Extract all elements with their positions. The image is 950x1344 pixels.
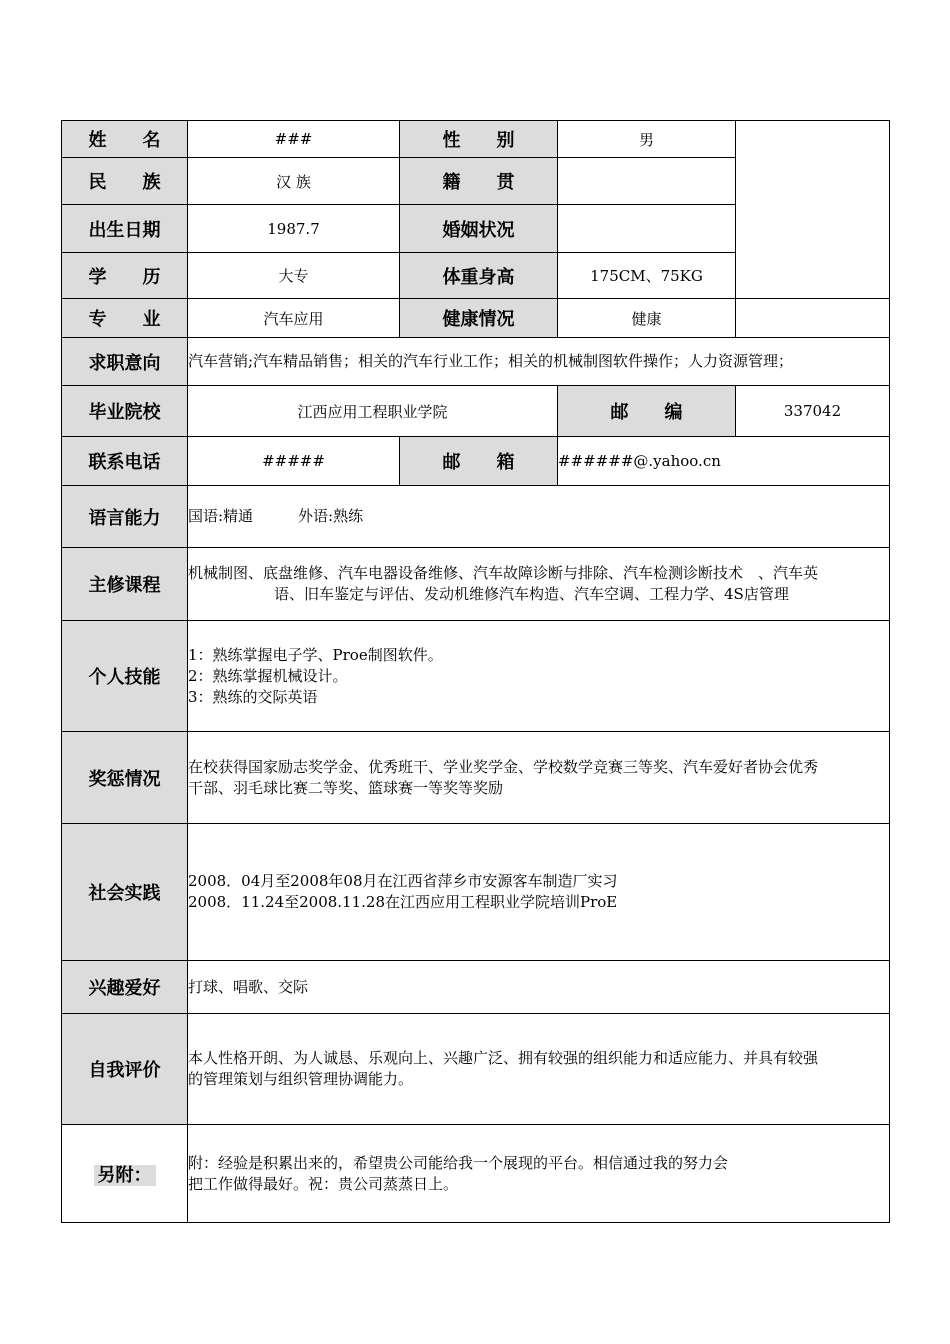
school-value: 江西应用工程职业学院 <box>188 386 558 437</box>
courses-line-2: 语、旧车鉴定与评估、发动机维修汽车构造、汽车空调、工程力学、4S店管理 <box>274 585 789 603</box>
health-value: 健康 <box>558 299 736 338</box>
hobbies-label: 兴趣爱好 <box>62 961 188 1014</box>
note-label: 另附： <box>94 1165 156 1186</box>
hobbies-text: 打球、唱歌、交际 <box>188 961 890 1014</box>
note-line-1: 附：经验是积累出来的，希望贵公司能给我一个展现的平台。相信通过我的努力会 <box>188 1153 729 1172</box>
practice-line-2: 2008．11.24至2008.11.28在江西应用工程职业学院培训ProE <box>188 893 618 911</box>
objective-label: 求职意向 <box>62 338 188 386</box>
birth-value: 1987.7 <box>188 205 400 253</box>
awards-line-1: 在校获得国家励志奖学金、优秀班干、学业奖学金、学校数学竞赛三等奖、汽车爱好者协会优秀 <box>188 757 819 776</box>
name-label: 姓 名 <box>62 121 188 158</box>
gender-label: 性 别 <box>400 121 558 158</box>
self-eval-text <box>188 1014 890 1125</box>
note-line-2: 把工作做得最好。祝：贵公司蒸蒸日上。 <box>188 1174 459 1193</box>
courses-text <box>188 548 890 621</box>
photo-area-bottom <box>736 299 890 338</box>
skill-item: 1：熟练掌握电子学、Proe制图软件。 <box>188 645 443 664</box>
email-value: ######@.yahoo.cn <box>558 437 890 486</box>
origin-label: 籍 贯 <box>400 158 558 205</box>
school-label: 毕业院校 <box>62 386 188 437</box>
education-value: 大专 <box>188 253 400 299</box>
awards-text <box>188 732 890 824</box>
skills-list <box>188 621 890 732</box>
body-label: 体重身高 <box>400 253 558 299</box>
note-label-cell <box>62 1125 188 1223</box>
self-eval-label: 自我评价 <box>62 1014 188 1125</box>
ethnicity-label: 民 族 <box>62 158 188 205</box>
ethnicity-value: 汉 族 <box>188 158 400 205</box>
skill-item: 2：熟练掌握机械设计。 <box>188 666 348 685</box>
courses-label: 主修课程 <box>62 548 188 621</box>
zip-value: 337042 <box>736 386 890 437</box>
birth-label: 出生日期 <box>62 205 188 253</box>
practice-line-1: 2008．04月至2008年08月在江西省萍乡市安源客车制造厂实习 <box>188 872 618 890</box>
education-label: 学 历 <box>62 253 188 299</box>
marital-label: 婚姻状况 <box>400 205 558 253</box>
phone-value: ##### <box>188 437 400 486</box>
awards-label: 奖惩情况 <box>62 732 188 824</box>
awards-line-2: 干部、羽毛球比赛二等奖、篮球赛一等奖等奖励 <box>188 778 504 797</box>
major-value: 汽车应用 <box>188 299 400 338</box>
self-eval-line-1: 本人性格开朗、为人诚恳、乐观向上、兴趣广泛、拥有较强的组织能力和适应能力、并具有较强 <box>188 1049 819 1067</box>
objective-text: 汽车营销;汽车精品销售；相关的汽车行业工作；相关的机械制图软件操作；人力资源管理； <box>188 338 890 386</box>
photo-area <box>736 121 890 299</box>
name-value: ### <box>188 121 400 158</box>
courses-line-1: 机械制图、底盘维修、汽车电器设备维修、汽车故障诊断与排除、汽车检测诊断技术 、汽车英 <box>188 564 819 582</box>
gender-value: 男 <box>558 121 736 158</box>
body-value: 175CM、75KG <box>558 253 736 299</box>
marital-value <box>558 205 736 253</box>
resume-table <box>61 120 890 1223</box>
skills-label: 个人技能 <box>62 621 188 732</box>
phone-label: 联系电话 <box>62 437 188 486</box>
origin-value <box>558 158 736 205</box>
major-label: 专 业 <box>62 299 188 338</box>
language-label: 语言能力 <box>62 486 188 548</box>
zip-label: 邮 编 <box>558 386 736 437</box>
self-eval-line-2: 的管理策划与组织管理协调能力。 <box>188 1070 414 1088</box>
practice-label: 社会实践 <box>62 824 188 961</box>
practice-text <box>188 824 890 961</box>
health-label: 健康情况 <box>400 299 558 338</box>
language-text: 国语:精通 外语:熟练 <box>188 486 890 548</box>
note-text <box>188 1125 890 1223</box>
email-label: 邮 箱 <box>400 437 558 486</box>
skill-item: 3：熟练的交际英语 <box>188 687 318 706</box>
